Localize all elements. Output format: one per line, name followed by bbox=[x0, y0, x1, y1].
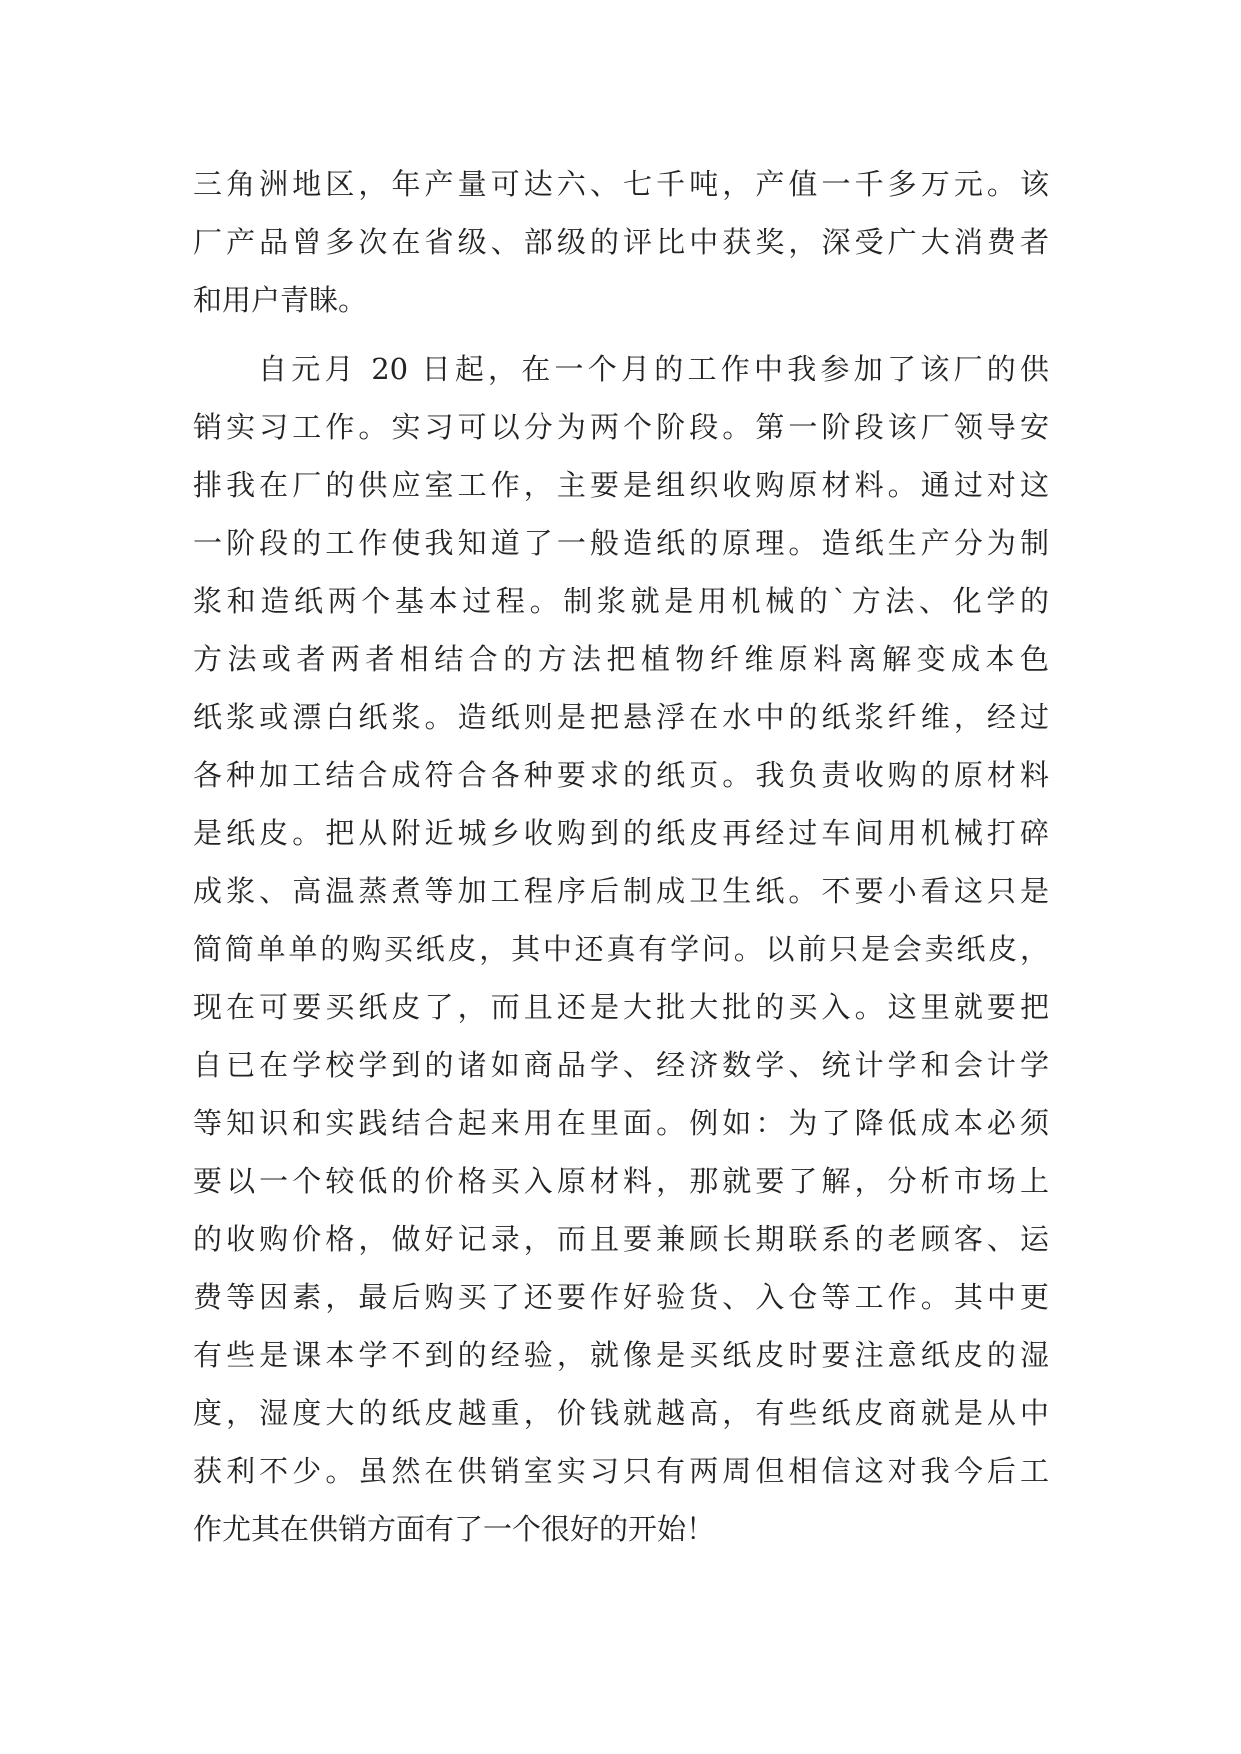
text-line: 成浆、高温蒸煮等加工程序后制成卫生纸。不要小看这只是 bbox=[193, 874, 1049, 908]
paragraph-spacing bbox=[193, 329, 1049, 340]
text-line: 的收购价格，做好记录，而且要兼顾长期联系的老顾客、运 bbox=[193, 1222, 1049, 1256]
paragraph-1 bbox=[193, 155, 1049, 329]
text-line: 厂产品曾多次在省级、部级的评比中获奖，深受广大消费者 bbox=[193, 225, 1049, 259]
text-line: 各种加工结合成符合各种要求的纸页。我负责收购的原材料 bbox=[193, 758, 1049, 792]
text-line: 纸浆或漂白纸浆。造纸则是把悬浮在水中的纸浆纤维，经过 bbox=[193, 700, 1049, 734]
text-line: 有些是课本学不到的经验，就像是买纸皮时要注意纸皮的湿 bbox=[193, 1338, 1049, 1372]
text-line: 销实习工作。实习可以分为两个阶段。第一阶段该厂领导安 bbox=[193, 410, 1049, 444]
text-line: 方法或者两者相结合的方法把植物纤维原料离解变成本色 bbox=[193, 642, 1049, 676]
text-line: 费等因素，最后购买了还要作好验货、入仓等工作。其中更 bbox=[193, 1280, 1049, 1314]
text-line: 一阶段的工作使我知道了一般造纸的原理。造纸生产分为制 bbox=[193, 526, 1049, 560]
text-line: 浆和造纸两个基本过程。制浆就是用机械的`方法、化学的 bbox=[193, 584, 1049, 618]
text-line: 获利不少。虽然在供销室实习只有两周但相信这对我今后工 bbox=[193, 1454, 1049, 1488]
text-line: 是纸皮。把从附近城乡收购到的纸皮再经过车间用机械打碎 bbox=[193, 816, 1049, 850]
paragraph-2 bbox=[193, 340, 1049, 1558]
text-line: 排我在厂的供应室工作，主要是组织收购原材料。通过对这 bbox=[193, 468, 1049, 502]
text-line: 三角洲地区，年产量可达六、七千吨，产值一千多万元。该 bbox=[193, 167, 1049, 201]
document-body bbox=[193, 155, 1049, 1558]
text-line: 度，湿度大的纸皮越重，价钱就越高，有些纸皮商就是从中 bbox=[193, 1396, 1049, 1430]
text-line: 自已在学校学到的诸如商品学、经济数学、统计学和会计学 bbox=[193, 1048, 1049, 1082]
text-line: 和用户青睐。 bbox=[193, 283, 368, 317]
text-line: 要以一个较低的价格买入原材料，那就要了解，分析市场上 bbox=[193, 1164, 1049, 1198]
text-line: 作尤其在供销方面有了一个很好的开始！ bbox=[193, 1512, 716, 1546]
text-line: 自元月 20 日起，在一个月的工作中我参加了该厂的供 bbox=[258, 352, 1049, 386]
text-line: 现在可要买纸皮了，而且还是大批大批的买入。这里就要把 bbox=[193, 990, 1049, 1024]
text-line: 简简单单的购买纸皮，其中还真有学问。以前只是会卖纸皮， bbox=[193, 932, 1049, 966]
text-line: 等知识和实践结合起来用在里面。例如：为了降低成本必须 bbox=[193, 1106, 1049, 1140]
